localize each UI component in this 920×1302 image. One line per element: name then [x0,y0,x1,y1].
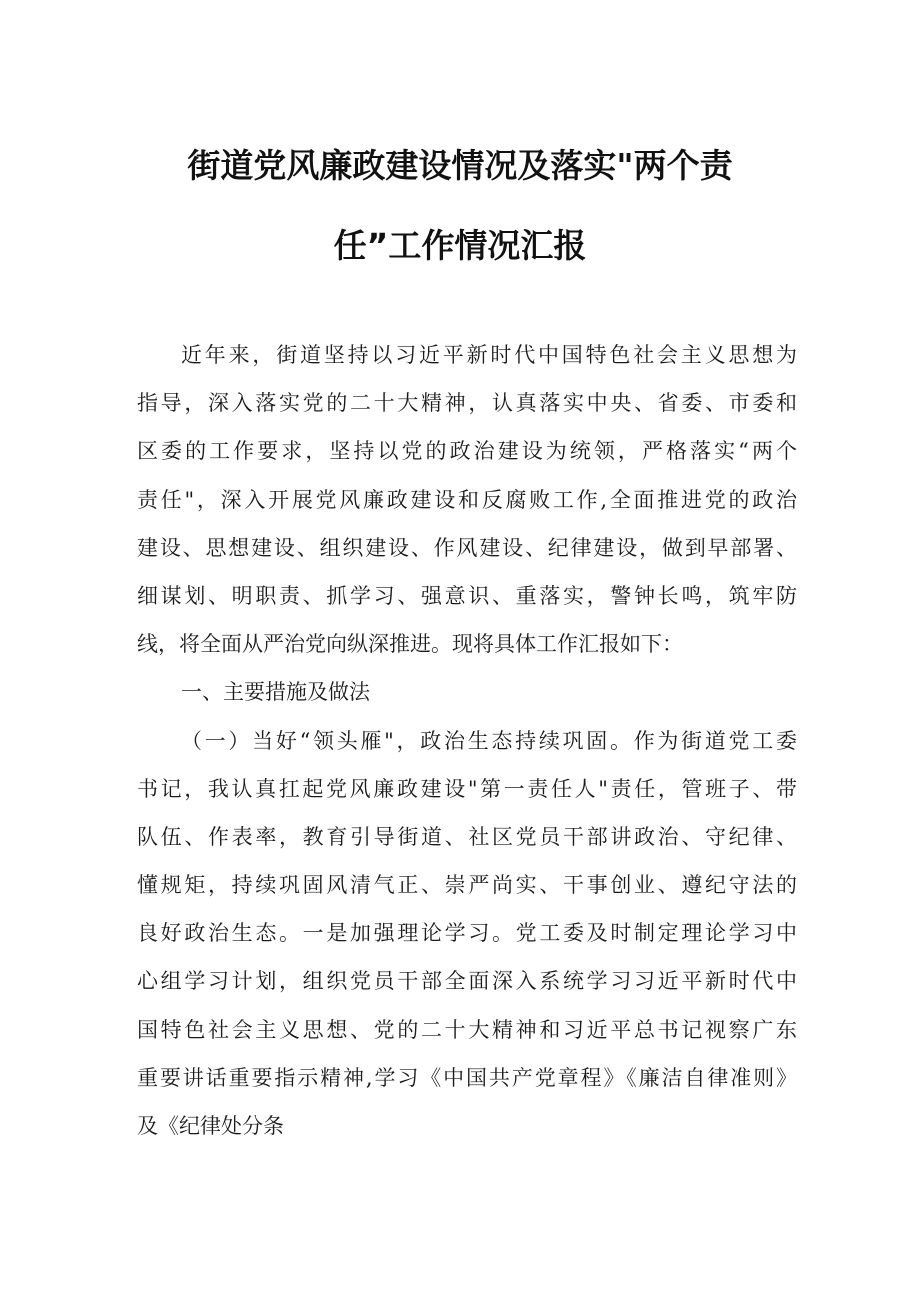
text-line: 区委的工作要求，坚持以党的政治建设为统领，严格落实“两个 [137,439,797,464]
text-line: 心组学习计划，组织党员干部全面深入系统学习习近平新时代中 [137,969,797,994]
text-line: 细谋划、明职责、抓学习、强意识、重落实，警钟长鸣，筑牢防 [137,583,797,608]
text-line: 良好政治生态。一是加强理论学习。党工委及时制定理论学习中 [137,921,797,946]
text-line: 线，将全面从严治党向纵深推进。现将具体工作汇报如下： [137,632,683,657]
text-line: 指导，深入落实党的二十大精神，认真落实中央、省委、市委和 [137,391,797,416]
section-heading-1 [137,668,797,716]
text-line: 建设、思想建设、组织建设、作风建设、纪律建设，做到早部署、 [137,535,797,560]
text-line: 近年来，街道坚持以习近平新时代中国特色社会主义思想为 [181,343,797,367]
paragraph-intro [137,331,797,668]
text-line: 书记，我认真扛起党风廉政建设"第一责任人"责任，管班子、带 [137,776,797,801]
text-line: 重要讲话重要指示精神,学习《中国共产党章程》《廉洁自律准则》 [137,1065,797,1090]
document-title-line-1: 街道党风廉政建设情况及落实"两个责 [187,146,733,185]
text-line: 责任"，深入开展党风廉政建设和反腐败工作,全面推进党的政治 [137,487,797,512]
document-body [137,331,797,1150]
text-line: 队伍、作表率，教育引导街道、社区党员干部讲政治、守纪律、 [137,824,797,849]
text-line: 及《纪律处分条 [137,1114,284,1138]
text-line: 懂规矩，持续巩固风清气正、崇严尚实、干事创业、遵纪守法的 [137,873,797,898]
paragraph-measure-1 [137,717,797,1151]
document-title-line-2: 任”工作情况汇报 [333,226,587,265]
text-line: 国特色社会主义思想、党的二十大精神和习近平总书记视察广东 [137,1017,797,1042]
section-heading-text: 一、主要措施及做法 [181,680,370,705]
text-line: （一）当好“领头雁"，政治生态持续巩固。作为街道党工委 [181,728,797,753]
